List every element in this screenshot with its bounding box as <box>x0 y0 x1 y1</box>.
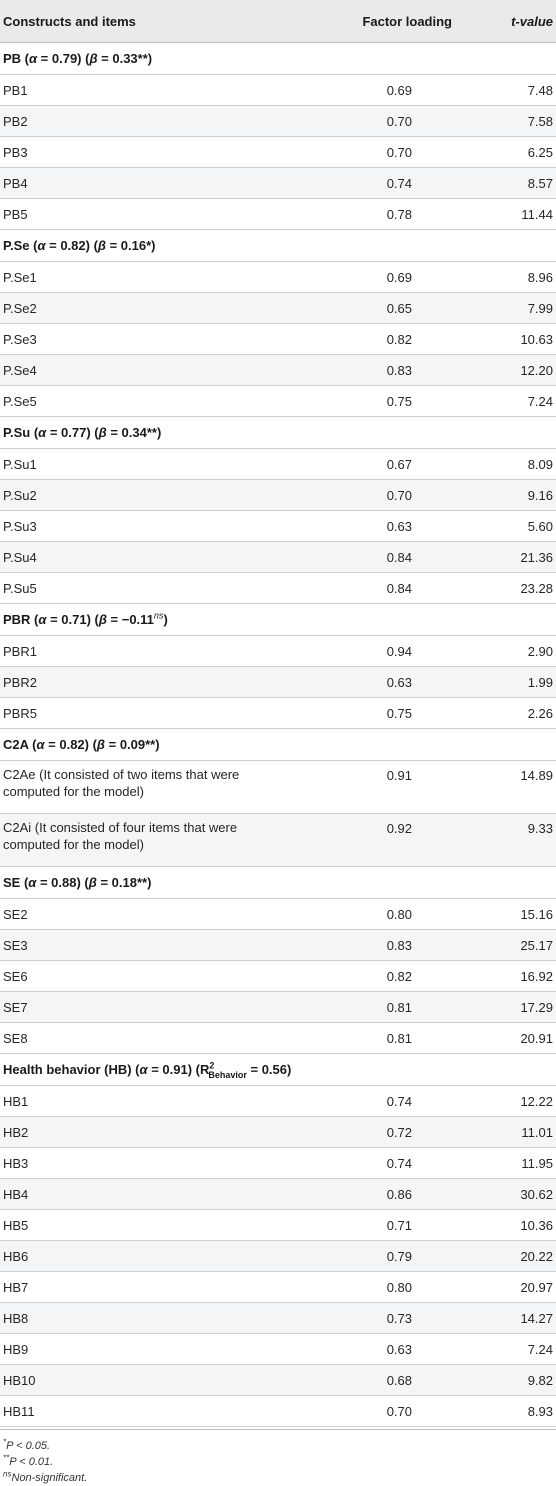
factor-loading-cell: 0.83 <box>300 930 452 961</box>
table-row <box>0 1117 556 1148</box>
factor-loading-cell: 0.68 <box>300 1365 452 1396</box>
factor-loading-cell: 0.92 <box>300 814 452 867</box>
section-title-text: = 0.79) ( <box>37 51 90 66</box>
section-title-text: PBR ( <box>3 612 39 627</box>
table-row <box>0 573 556 604</box>
factor-loading-cell: 0.75 <box>300 386 452 417</box>
footnote-text: Non-significant. <box>11 1472 88 1484</box>
section-title-text: = 0.82) ( <box>44 737 97 752</box>
item-cell: HB7 <box>0 1272 300 1303</box>
greek-symbol: α <box>36 737 45 752</box>
t-value-cell: 11.95 <box>452 1148 556 1179</box>
item-cell: PB5 <box>0 199 300 230</box>
table-row <box>0 636 556 667</box>
t-value-cell: 6.25 <box>452 137 556 168</box>
section-title <box>0 417 556 449</box>
section-title-text: Health behavior (HB) ( <box>3 1062 140 1077</box>
table-row <box>0 1396 556 1427</box>
factor-loading-cell: 0.70 <box>300 480 452 511</box>
table-row <box>0 899 556 930</box>
factor-loading-cell: 0.74 <box>300 1086 452 1117</box>
factor-loading-cell: 0.63 <box>300 511 452 542</box>
item-cell: P.Su5 <box>0 573 300 604</box>
table-row <box>0 1179 556 1210</box>
t-value-cell: 17.29 <box>452 992 556 1023</box>
item-cell: P.Se4 <box>0 355 300 386</box>
section-title-text: P.Su ( <box>3 425 39 440</box>
section-title <box>0 604 556 636</box>
t-value-cell: 8.96 <box>452 262 556 293</box>
section-title-text: = 0.56) <box>246 1062 292 1077</box>
item-cell: SE7 <box>0 992 300 1023</box>
item-cell: HB10 <box>0 1365 300 1396</box>
section-title-text: = 0.18**) <box>96 875 152 890</box>
item-cell: SE2 <box>0 899 300 930</box>
factor-loading-cell: 0.78 <box>300 199 452 230</box>
factor-loading-cell: 0.69 <box>300 262 452 293</box>
footnote-line <box>3 1470 553 1486</box>
section-header-row <box>0 867 556 899</box>
section-title-text: = 0.16*) <box>105 238 156 253</box>
item-cell: HB8 <box>0 1303 300 1334</box>
factor-loading-cell: 0.94 <box>300 636 452 667</box>
item-cell: PB4 <box>0 168 300 199</box>
table-row <box>0 1241 556 1272</box>
greek-symbol: β <box>88 875 97 890</box>
factor-loading-cell: 0.69 <box>300 75 452 106</box>
t-value-cell: 8.09 <box>452 449 556 480</box>
table-row <box>0 667 556 698</box>
section-title-text: = 0.71) ( <box>46 612 99 627</box>
t-value-cell: 9.33 <box>452 814 556 867</box>
section-header-row <box>0 604 556 636</box>
section-title-text: SE ( <box>3 875 29 890</box>
factor-loading-cell: 0.72 <box>300 1117 452 1148</box>
item-cell: HB4 <box>0 1179 300 1210</box>
factor-loading-cell: 0.81 <box>300 992 452 1023</box>
table-row <box>0 262 556 293</box>
t-value-cell: 11.44 <box>452 199 556 230</box>
greek-symbol: α <box>38 425 47 440</box>
factor-loading-cell: 0.91 <box>300 761 452 814</box>
section-title-text: = 0.09**) <box>105 737 160 752</box>
t-value-cell: 1.99 <box>452 667 556 698</box>
section-title-text: = −0.11 <box>106 612 154 627</box>
factor-loading-cell: 0.67 <box>300 449 452 480</box>
section-title-text: = 0.91) (R <box>147 1062 210 1077</box>
t-value-cell: 10.36 <box>452 1210 556 1241</box>
item-cell: HB1 <box>0 1086 300 1117</box>
greek-symbol: β <box>89 51 98 66</box>
factor-loading-cell: 0.71 <box>300 1210 452 1241</box>
section-header-row <box>0 230 556 262</box>
table-row <box>0 1086 556 1117</box>
t-value-cell: 20.22 <box>452 1241 556 1272</box>
factor-loading-cell: 0.83 <box>300 355 452 386</box>
table-row <box>0 386 556 417</box>
t-value-cell: 12.20 <box>452 355 556 386</box>
t-value-cell: 5.60 <box>452 511 556 542</box>
table-row <box>0 542 556 573</box>
section-title <box>0 43 556 75</box>
greek-symbol: α <box>29 51 38 66</box>
ns-superscript: ns <box>153 610 164 621</box>
factor-loading-cell: 0.81 <box>300 1023 452 1054</box>
item-cell: P.Su4 <box>0 542 300 573</box>
item-cell: SE8 <box>0 1023 300 1054</box>
table-row <box>0 75 556 106</box>
t-value-cell: 11.01 <box>452 1117 556 1148</box>
table-row <box>0 449 556 480</box>
header-t-value-text: t-value <box>511 13 553 29</box>
factor-loading-cell: 0.70 <box>300 106 452 137</box>
factor-loading-cell: 0.63 <box>300 667 452 698</box>
t-value-cell: 7.48 <box>452 75 556 106</box>
item-cell: PB3 <box>0 137 300 168</box>
item-cell: P.Se2 <box>0 293 300 324</box>
table-row <box>0 698 556 729</box>
item-cell: P.Su1 <box>0 449 300 480</box>
table-row <box>0 814 556 867</box>
section-title-text: P.Se ( <box>3 238 38 253</box>
t-value-cell: 15.16 <box>452 899 556 930</box>
item-cell: HB3 <box>0 1148 300 1179</box>
t-value-cell: 10.63 <box>452 324 556 355</box>
item-cell: P.Se3 <box>0 324 300 355</box>
table-row <box>0 961 556 992</box>
greek-symbol: β <box>97 238 106 253</box>
greek-symbol: α <box>28 875 37 890</box>
t-value-cell: 2.26 <box>452 698 556 729</box>
table-row <box>0 293 556 324</box>
section-title-text: = 0.88) ( <box>36 875 89 890</box>
factor-loading-cell: 0.70 <box>300 137 452 168</box>
item-cell: HB6 <box>0 1241 300 1272</box>
t-value-cell: 20.91 <box>452 1023 556 1054</box>
section-header-row <box>0 43 556 75</box>
footnotes <box>0 1429 556 1486</box>
table-row <box>0 511 556 542</box>
table-row <box>0 1148 556 1179</box>
r-squared-subscript: Behavior <box>208 1069 247 1080</box>
item-cell: PBR1 <box>0 636 300 667</box>
factor-loading-cell: 0.75 <box>300 698 452 729</box>
footnote-text: P < 0.05. <box>6 1440 51 1452</box>
t-value-cell: 7.24 <box>452 1334 556 1365</box>
table-row <box>0 106 556 137</box>
factor-loading-cell: 0.63 <box>300 1334 452 1365</box>
section-header-row <box>0 729 556 761</box>
factor-loading-cell: 0.82 <box>300 324 452 355</box>
header-factor-loading: Factor loading <box>300 0 452 43</box>
table-row <box>0 1272 556 1303</box>
t-value-cell: 8.93 <box>452 1396 556 1427</box>
section-title <box>0 729 556 761</box>
section-title-text: = 0.33**) <box>97 51 153 66</box>
table-body <box>0 43 556 1427</box>
item-cell: PB2 <box>0 106 300 137</box>
item-cell: HB9 <box>0 1334 300 1365</box>
table-row <box>0 199 556 230</box>
greek-symbol: α <box>38 612 47 627</box>
table-row <box>0 1210 556 1241</box>
item-cell: P.Se5 <box>0 386 300 417</box>
factor-loading-cell: 0.84 <box>300 542 452 573</box>
factor-loading-cell: 0.86 <box>300 1179 452 1210</box>
t-value-cell: 30.62 <box>452 1179 556 1210</box>
t-value-cell: 8.57 <box>452 168 556 199</box>
greek-symbol: α <box>37 238 46 253</box>
item-cell: C2Ai (It consisted of four items that were computed for the model) <box>0 814 300 867</box>
factor-loading-cell: 0.74 <box>300 168 452 199</box>
section-header-row <box>0 1054 556 1086</box>
item-cell: SE6 <box>0 961 300 992</box>
footnote-line <box>3 1454 553 1470</box>
t-value-cell: 9.16 <box>452 480 556 511</box>
item-cell: PB1 <box>0 75 300 106</box>
factor-loading-cell: 0.82 <box>300 961 452 992</box>
header-constructs: Constructs and items <box>0 0 300 43</box>
section-header-row <box>0 417 556 449</box>
section-title <box>0 230 556 262</box>
factor-loading-cell: 0.65 <box>300 293 452 324</box>
item-cell: HB5 <box>0 1210 300 1241</box>
table-row <box>0 761 556 814</box>
table-row <box>0 930 556 961</box>
item-cell: P.Su3 <box>0 511 300 542</box>
header-t-value <box>452 0 556 43</box>
t-value-cell: 16.92 <box>452 961 556 992</box>
t-value-cell: 20.97 <box>452 1272 556 1303</box>
t-value-cell: 14.27 <box>452 1303 556 1334</box>
item-cell: P.Se1 <box>0 262 300 293</box>
greek-symbol: α <box>139 1062 148 1077</box>
table-row <box>0 137 556 168</box>
footnote-symbol: ns <box>3 1469 12 1479</box>
item-cell: C2Ae (It consisted of two items that were computed for the model) <box>0 761 300 814</box>
t-value-cell: 23.28 <box>452 573 556 604</box>
t-value-cell: 14.89 <box>452 761 556 814</box>
table-row <box>0 1334 556 1365</box>
r-squared-superscript: 2 <box>209 1060 215 1071</box>
t-value-cell: 21.36 <box>452 542 556 573</box>
factor-loading-cell: 0.74 <box>300 1148 452 1179</box>
table-row <box>0 1023 556 1054</box>
greek-symbol: β <box>96 737 105 752</box>
section-title-text: ) <box>163 612 168 627</box>
t-value-cell: 9.82 <box>452 1365 556 1396</box>
factor-loading-cell: 0.80 <box>300 1272 452 1303</box>
section-title-text: C2A ( <box>3 737 37 752</box>
t-value-cell: 7.99 <box>452 293 556 324</box>
greek-symbol: β <box>98 612 107 627</box>
table-row <box>0 1365 556 1396</box>
table-header-row <box>0 0 556 43</box>
footnote-symbol: * <box>3 1437 7 1447</box>
item-cell: HB2 <box>0 1117 300 1148</box>
section-title-text: = 0.77) ( <box>46 425 99 440</box>
section-title <box>0 867 556 899</box>
t-value-cell: 12.22 <box>452 1086 556 1117</box>
table-row <box>0 1303 556 1334</box>
item-cell: PBR5 <box>0 698 300 729</box>
section-title-text: PB ( <box>3 51 29 66</box>
footnote-text: P < 0.01. <box>9 1456 54 1468</box>
section-title-text: = 0.34**) <box>106 425 162 440</box>
item-cell: SE3 <box>0 930 300 961</box>
section-title-text: = 0.82) ( <box>45 238 98 253</box>
section-title <box>0 1054 556 1086</box>
factor-loading-cell: 0.84 <box>300 573 452 604</box>
t-value-cell: 7.58 <box>452 106 556 137</box>
table-row <box>0 480 556 511</box>
item-cell: HB11 <box>0 1396 300 1427</box>
table-row <box>0 324 556 355</box>
item-cell: P.Su2 <box>0 480 300 511</box>
t-value-cell: 7.24 <box>452 386 556 417</box>
table-row <box>0 355 556 386</box>
table-row <box>0 992 556 1023</box>
factor-loading-cell: 0.73 <box>300 1303 452 1334</box>
table-row <box>0 168 556 199</box>
t-value-cell: 25.17 <box>452 930 556 961</box>
footnote-line <box>3 1438 553 1454</box>
t-value-cell: 2.90 <box>452 636 556 667</box>
factor-loading-cell: 0.79 <box>300 1241 452 1272</box>
footnote-symbol: ** <box>3 1453 10 1463</box>
factor-loading-cell: 0.80 <box>300 899 452 930</box>
factor-loading-cell: 0.70 <box>300 1396 452 1427</box>
item-cell: PBR2 <box>0 667 300 698</box>
greek-symbol: β <box>98 425 107 440</box>
